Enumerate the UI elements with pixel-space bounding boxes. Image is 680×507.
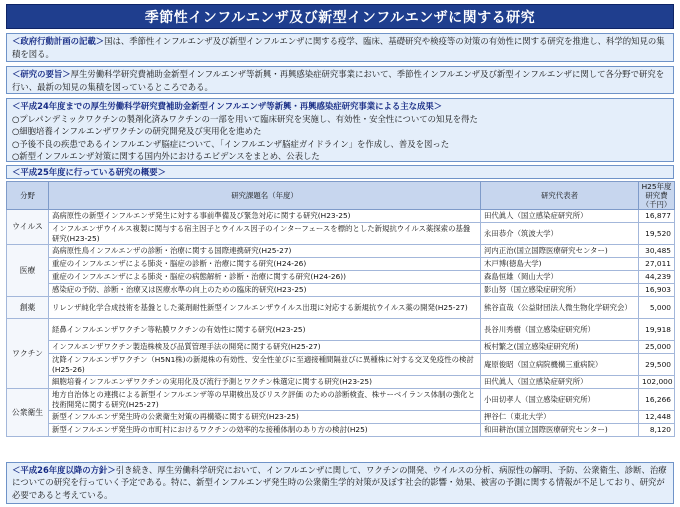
leader-cell: 田代眞人（国立感染症研究所） (481, 210, 639, 223)
table-row (7, 271, 675, 284)
page-title: 季節性インフルエンザ及び新型インフルエンザに関する研究 (6, 4, 674, 29)
amount-cell: 16,903 (639, 284, 675, 297)
research-summary-text: 厚生労働科学研究費補助金新型インフルエンザ等新興・再興感染症研究事業において、季節性インフルエンザ及び新型インフルエンザに関して各分野で研究を行い、最新の知見の集積を図っているところである。 (12, 69, 665, 92)
research-summary-box (6, 66, 674, 94)
leader-cell: 押谷仁（東北大学） (481, 411, 639, 424)
amount-cell: 19,918 (639, 319, 675, 341)
topic-cell: 感染症の予防、診断・治療又は医療水準の向上のための臨床的研究(H23-25) (49, 284, 481, 297)
table-row (7, 389, 675, 411)
leader-cell: 田代眞人（国立感染症研究所） (481, 376, 639, 389)
topic-cell: インフルエンザワクチン製造株検及び品質管理手法の開発に関する研究(H25-27) (49, 341, 481, 354)
amount-cell: 29,500 (639, 354, 675, 376)
table-row (7, 424, 675, 437)
table-body (7, 210, 675, 437)
topic-cell: 細胞培養インフルエンザワクチンの実用化及び流行予測とワクチン株選定に関する研究(H23-25) (49, 376, 481, 389)
future-policy-text: 引き続き、厚生労働科学研究において、インフルエンザに関して、ワクチンの開発、ウイルスの分析、病原性の解明、予防、公衆衛生、診断、治療についての研究を行っていく予定である。特に、新型インフルエンザ発生時の公衆衛生学的対策が及ぼす社会的影響・効果、被害の予測に関する情報が不足しており、研究が必要であると考えている。 (12, 465, 667, 500)
table-row (7, 223, 675, 245)
amount-cell: 30,485 (639, 245, 675, 258)
leader-cell: 和田耕治(国立国際医療研究センター) (481, 424, 639, 437)
amount-cell: 44,239 (639, 271, 675, 284)
leader-cell: 板村繁之(国立感染症研究所) (481, 341, 639, 354)
header-leader: 研究代表者 (481, 182, 639, 210)
future-policy-label: ＜平成26年度以降の方針＞ (12, 465, 116, 475)
topic-cell: 経鼻インフルエンザワクチン等粘膜ワクチンの有効性に関する研究(H23-25) (49, 319, 481, 341)
leader-cell: 小田切孝人（国立感染症研究所） (481, 389, 639, 411)
table-row (7, 354, 675, 376)
government-plan-text: 国は、季節性インフルエンザ及び新型インフルエンザに関する疫学、臨床、基礎研究や検疫等の対策の有効性に関する研究を推進し、科学的知見の集積を図る。 (12, 36, 665, 59)
amount-cell: 16,266 (639, 389, 675, 411)
topic-cell: 地方自治体との連携による新型インフルエンザ等の早期検出及びリスク評価 のための診断検査、株サーベイランス体制の強化と技術開発に関する研究(H25-27) (49, 389, 481, 411)
research-summary-label: ＜研究の要旨＞ (12, 69, 71, 79)
header-amount-line3: （千円） (641, 200, 672, 209)
topic-cell: リレンザ純化学合成技術を基盤とした薬剤耐性新型インフルエンザウイルス出現に対応する新規抗ウイルス薬の開発(H25-27) (49, 297, 481, 319)
field-cell: 創薬 (7, 297, 49, 319)
amount-cell: 25,000 (639, 341, 675, 354)
table-row (7, 210, 675, 223)
table-row (7, 284, 675, 297)
table-row (7, 258, 675, 271)
topic-cell: 沈降インフルエンザワクチン（H5N1株)の新規株の有効性、安全性並びに至適接種間隔並びに異種株に対する交叉免疫性の検討(H25-26) (49, 354, 481, 376)
table-row (7, 341, 675, 354)
amount-cell: 27,011 (639, 258, 675, 271)
header-amount-line2: 研究費 (645, 191, 668, 200)
field-cell: ウイルス (7, 210, 49, 245)
topic-cell: 重症のインフルエンザによる肺炎・脳症の診断・治療に関する研究(H24-26) (49, 258, 481, 271)
header-amount (639, 182, 675, 210)
amount-cell: 5,000 (639, 297, 675, 319)
leader-cell: 永田恭介（筑波大学） (481, 223, 639, 245)
topic-cell: 高病原性の新型インフルエンザ発生に対する事前準備及び緊急対応に関する研究(H23-25) (49, 210, 481, 223)
header-topic: 研究課題名（年度） (49, 182, 481, 210)
table-row (7, 297, 675, 319)
field-cell: ワクチン (7, 319, 49, 389)
achievement-item: ○プレパンデミックワクチンの製剤化済みワクチンの一部を用いて臨床研究を実施し、有効性・安全性についての知見を得た (12, 113, 478, 124)
leader-cell: 森島恒雄（岡山大学） (481, 271, 639, 284)
leader-cell: 長谷川秀樹（国立感染症研究所） (481, 319, 639, 341)
topic-cell: 重症のインフルエンザによる肺炎・脳症の病態解析・診断・治療に関する研究(H24-26)) (49, 271, 481, 284)
leader-cell: 庵原俊昭（国立病院機構三重病院） (481, 354, 639, 376)
header-amount-line1: H25年度 (641, 182, 672, 191)
leader-cell: 河内正治(国立国際医療研究センター) (481, 245, 639, 258)
field-cell: 医療 (7, 245, 49, 297)
research-table (6, 181, 675, 437)
leader-cell: 木戸博(徳島大学) (481, 258, 639, 271)
amount-cell: 12,448 (639, 411, 675, 424)
table-row (7, 376, 675, 389)
leader-cell: 熊谷直哉（公益財団法人微生物化学研究会） (481, 297, 639, 319)
achievement-item: ○細胞培養インフルエンザワクチンの研究開発及び実用化を進めた (12, 126, 262, 136)
table-row (7, 411, 675, 424)
table-row (7, 245, 675, 258)
topic-cell: インフルエンザウイルス複製に関与する宿主因子とウイルス因子のインターフェースを標的とした新規抗ウイルス薬探索の基盤研究(H23-25) (49, 223, 481, 245)
government-plan-box (6, 33, 674, 62)
amount-cell: 16,877 (639, 210, 675, 223)
future-policy-box (6, 462, 674, 504)
topic-cell: 新型インフルエンザ発生時の公衆衛生対策の再構築に関する研究(H23-25) (49, 411, 481, 424)
leader-cell: 影山努（国立感染症研究所） (481, 284, 639, 297)
government-plan-label: ＜政府行動計画の記載＞ (12, 36, 105, 46)
achievement-item: ○新型インフルエンザ対策に関する国内外におけるエビデンスをまとめ、公表した (12, 151, 320, 161)
achievements-box (6, 98, 674, 162)
field-cell: 公衆衛生 (7, 389, 49, 437)
achievement-item: ○予後不良の疾患であるインフルエンザ脳症について、「インフルエンザ脳症ガイドライン」を作成し、普及を図った (12, 138, 450, 149)
amount-cell: 102,000 (639, 376, 675, 389)
header-field: 分野 (7, 182, 49, 210)
topic-cell: 高病原性鳥インフルエンザの診断・治療に関する国際連携研究(H25-27) (49, 245, 481, 258)
achievements-label: ＜平成24年度までの厚生労働科学研究費補助金新型インフルエンザ等新興・再興感染症研究事業による主な成果＞ (12, 101, 443, 111)
table-row (7, 319, 675, 341)
amount-cell: 8,120 (639, 424, 675, 437)
topic-cell: 新型インフルエンザ発生時の市町村におけるワクチンの効率的な接種体制のあり方の検討(H25) (49, 424, 481, 437)
amount-cell: 19,520 (639, 223, 675, 245)
research-overview-label: ＜平成25年度に行っている研究の概要＞ (6, 165, 674, 179)
